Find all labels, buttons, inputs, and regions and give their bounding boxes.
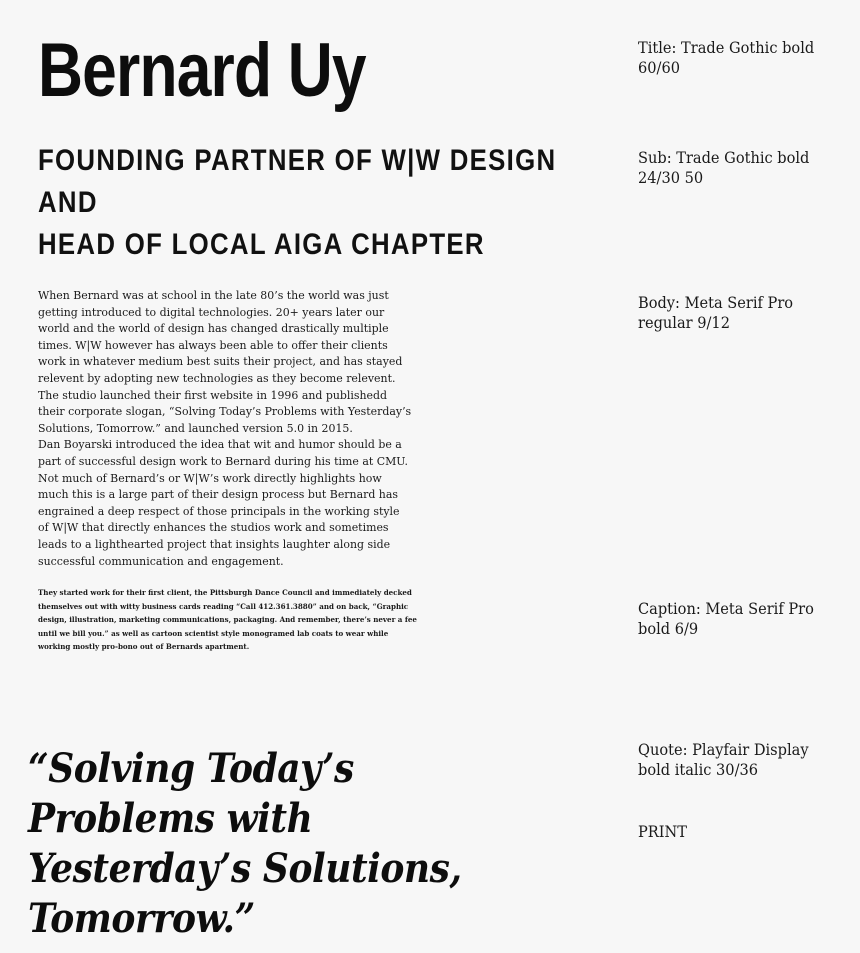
page-title: Bernard Uy bbox=[38, 28, 366, 113]
spec-title: Title: Trade Gothic bold 60/60 bbox=[638, 39, 815, 77]
caption: They started work for their first client, the Pittsburgh Dance Council and immediately decked themselves out with witty business cards reading “Call 412.361.3880” and on back, “Graphic design, illustration, marketing communications, packaging. And remember, there’s never a fee until we bill you.” as well as cartoon scientist style monogramed lab coats to wear while working mostly pro-bono out of Bernards apartment. bbox=[38, 588, 417, 652]
subtitle: FOUNDING PARTNER OF W|W DESIGN AND HEAD OF LOCAL AIGA CHAPTER bbox=[38, 144, 557, 261]
spec-quote: Quote: Playfair Display bold italic 30/36 bbox=[638, 741, 809, 779]
spec-body: Body: Meta Serif Pro regular 9/12 bbox=[638, 294, 794, 332]
spec-print: PRINT bbox=[638, 823, 687, 841]
body-paragraph: Dan Boyarski introduced the idea that wit and humor should be a part of successful design work to Bernard during his time at CMU. Not much of Bernard’s or W|W’s work directly highlights how much this is a large part of their design process but Bernard has engrained a deep respect of those principals in the working style of W|W that directly enhances the studios work and sometimes leads to a lighthearted project that insights laughter along side successful communication and engagement. bbox=[38, 437, 408, 568]
spec-sub: Sub: Trade Gothic bold 24/30 50 bbox=[638, 149, 810, 187]
pull-quote: “Solving Today’s Problems with Yesterday’s Solutions, Tomorrow.” bbox=[28, 745, 462, 942]
spec-caption: Caption: Meta Serif Pro bold 6/9 bbox=[638, 600, 814, 638]
body-text bbox=[38, 287, 412, 569]
body-paragraph: When Bernard was at school in the late 80’s the world was just getting introduced to digital technologies. 20+ years later our world and the world of design has changed drastically multiple times. W|W however has always been able to offer their clients work in whatever medium best suits their project, and has stayed relevent by adopting new technologies as they become relevent. The studio launched their first website in 1996 and publishedd their corporate slogan, “Solving Today’s Problems with Yesterday’s Solutions, Tomorrow.” and launched version 5.0 in 2015. bbox=[38, 288, 412, 435]
